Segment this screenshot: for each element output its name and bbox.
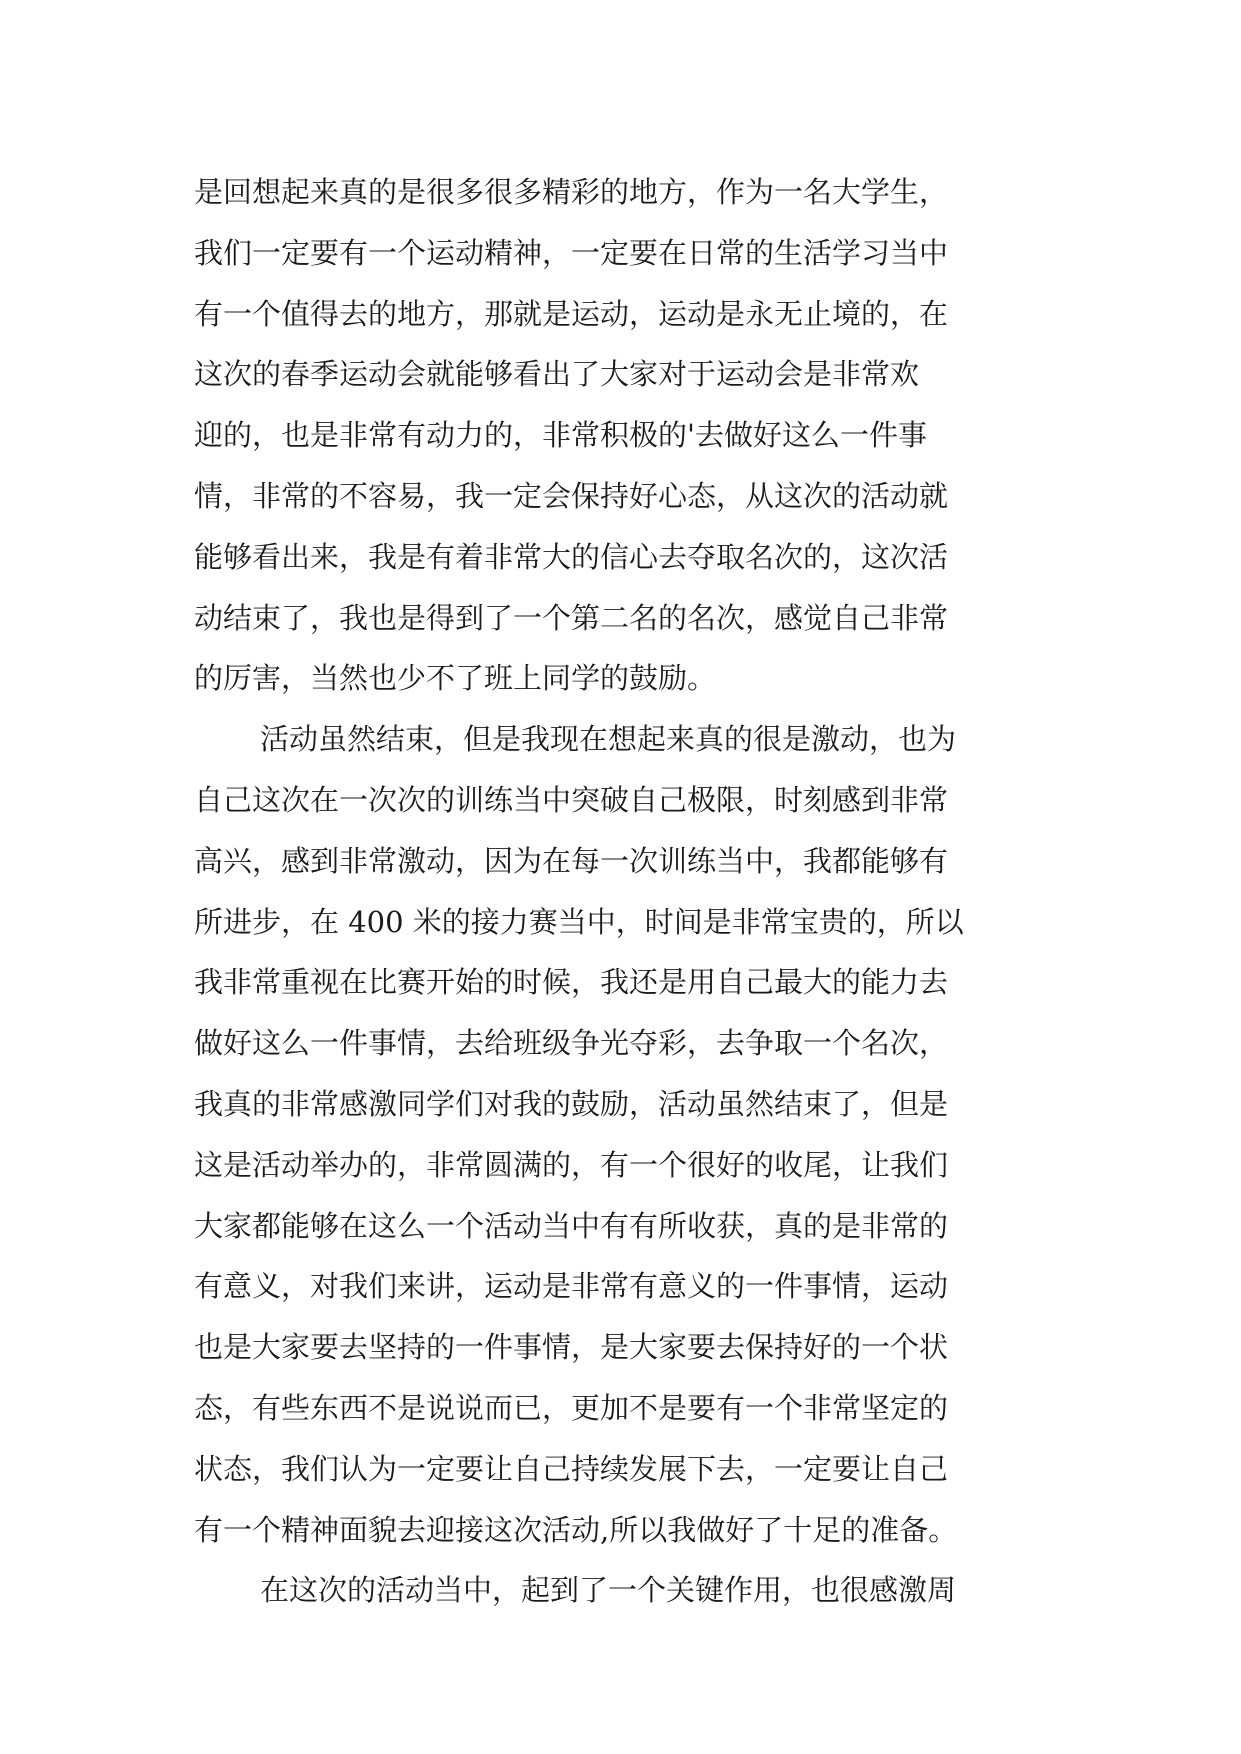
body-text bbox=[194, 162, 1094, 1621]
text-line: 大家都能够在这么一个活动当中有有所收获，真的是非常的 bbox=[194, 1208, 949, 1243]
text-line: 自己这次在一次次的训练当中突破自己极限，时刻感到非常 bbox=[194, 782, 949, 817]
text-line: 这是活动举办的，非常圆满的，有一个很好的收尾，让我们 bbox=[194, 1147, 949, 1182]
text-line: 有一个精神面貌去迎接这次活动,所以我做好了十足的准备。 bbox=[194, 1512, 958, 1547]
text-line: 态，有些东西不是说说而已，更加不是要有一个非常坚定的 bbox=[194, 1390, 949, 1425]
text-line: 我们一定要有一个运动精神，一定要在日常的生活学习当中 bbox=[194, 235, 949, 270]
text-line: 所进步，在 400 米的接力赛当中，时间是非常宝贵的，所以 bbox=[194, 904, 964, 939]
text-line: 能够看出来，我是有着非常大的信心去夺取名次的，这次活 bbox=[194, 539, 949, 574]
text-line: 迎的，也是非常有动力的，非常积极的'去做好这么一件事 bbox=[194, 418, 927, 453]
paragraph-first-line: 在这次的活动当中，起到了一个关键作用，也很感激周 bbox=[260, 1573, 957, 1608]
text-line: 我非常重视在比赛开始的时候，我还是用自己最大的能力去 bbox=[194, 965, 949, 1000]
text-line: 做好这么一件事情，去给班级争光夺彩，去争取一个名次， bbox=[194, 1026, 949, 1061]
paragraph-first-line: 活动虽然结束，但是我现在想起来真的很是激动，也为 bbox=[260, 722, 957, 757]
text-line: 高兴，感到非常激动，因为在每一次训练当中，我都能够有 bbox=[194, 843, 949, 878]
text-line: 的厉害，当然也少不了班上同学的鼓励。 bbox=[194, 661, 717, 696]
text-line: 动结束了，我也是得到了一个第二名的名次，感觉自己非常 bbox=[194, 600, 949, 635]
text-line: 状态，我们认为一定要让自己持续发展下去，一定要让自己 bbox=[194, 1451, 949, 1486]
text-line: 情，非常的不容易，我一定会保持好心态，从这次的活动就 bbox=[194, 478, 949, 513]
text-line: 也是大家要去坚持的一件事情，是大家要去保持好的一个状 bbox=[194, 1330, 949, 1365]
text-line: 这次的春季运动会就能够看出了大家对于运动会是非常欢 bbox=[194, 357, 920, 392]
text-line: 有一个值得去的地方，那就是运动，运动是永无止境的，在 bbox=[194, 296, 949, 331]
text-line: 我真的非常感激同学们对我的鼓励，活动虽然结束了，但是 bbox=[194, 1086, 949, 1121]
text-line: 是回想起来真的是很多很多精彩的地方，作为一名大学生， bbox=[194, 175, 949, 209]
text-line: 有意义，对我们来讲，运动是非常有意义的一件事情，运动 bbox=[194, 1269, 949, 1304]
